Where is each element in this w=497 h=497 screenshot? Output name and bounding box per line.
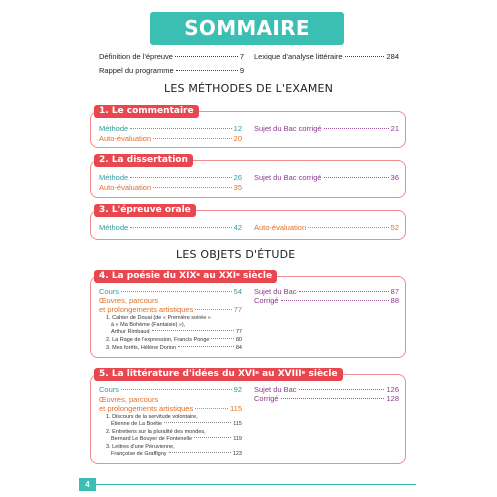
idees-item-2[interactable]: Bernard Le Bouyer de Fontenelle 119 xyxy=(111,436,242,442)
toc-dissertation-auto[interactable]: Auto-évaluation 35 xyxy=(99,183,242,192)
toc-idees-sujet[interactable]: Sujet du Bac 126 xyxy=(254,385,399,394)
page-number: 4 xyxy=(79,478,96,491)
toc-poesie-oeuvres[interactable]: et prolongements artistiques 77 xyxy=(99,305,242,314)
toc-poesie-oeuvres-line1[interactable]: Œuvres, parcours xyxy=(99,296,159,305)
poesie-item-1-line1: 1. Cahier de Douai (de « Première soirée » xyxy=(106,315,211,321)
section-heading-methodes: LES MÉTHODES DE L'EXAMEN xyxy=(164,82,334,95)
toc-definition[interactable]: Définition de l'épreuve 7 xyxy=(99,52,244,61)
idees-item-1[interactable]: Étienne de La Boétie 115 xyxy=(111,421,242,427)
toc-commentaire-methode[interactable]: Méthode 12 xyxy=(99,124,242,133)
poesie-item-1-line2: à « Ma Bohème (Fantaisie) »), xyxy=(111,322,186,328)
toc-rappel[interactable]: Rappel du programme 9 xyxy=(99,66,244,75)
card-title-orale: 3. L'épreuve orale xyxy=(94,204,196,217)
toc-lexique[interactable]: Lexique d'analyse littéraire 284 xyxy=(254,52,399,61)
card-title-dissertation: 2. La dissertation xyxy=(94,154,193,167)
idees-item-2-line1: 2. Entretiens sur la pluralité des mondes, xyxy=(106,429,206,435)
card-title-commentaire: 1. Le commentaire xyxy=(94,105,199,118)
idees-item-1-line1: 1. Discours de la servitude volontaire, xyxy=(106,414,198,420)
toc-idees-oeuvres-line1[interactable]: Œuvres, parcours xyxy=(99,395,159,404)
toc-poesie-cours[interactable]: Cours 54 xyxy=(99,287,242,296)
poesie-item-3[interactable]: 3. Mes forêts, Hélène Dorion 84 xyxy=(106,345,242,351)
toc-idees-cours[interactable]: Cours 92 xyxy=(99,385,242,394)
toc-dissertation-sujet[interactable]: Sujet du Bac corrigé 36 xyxy=(254,173,399,182)
toc-commentaire-auto[interactable]: Auto-évaluation 20 xyxy=(99,134,242,143)
toc-orale-methode[interactable]: Méthode 42 xyxy=(99,223,242,232)
title-banner xyxy=(150,12,344,45)
toc-poesie-sujet[interactable]: Sujet du Bac 87 xyxy=(254,287,399,296)
poesie-item-2[interactable]: 2. La Rage de l'expression, Francis Ponge 80 xyxy=(106,337,242,343)
card-title-poesie: 4. La poésie du XIXe au XXIe siècle xyxy=(94,270,277,283)
toc-orale-auto[interactable]: Auto-évaluation 52 xyxy=(254,223,399,232)
toc-idees-oeuvres[interactable]: et prolongements artistiques 115 xyxy=(99,404,242,413)
toc-commentaire-sujet[interactable]: Sujet du Bac corrigé 21 xyxy=(254,124,399,133)
toc-poesie-corrige[interactable]: Corrigé 88 xyxy=(254,296,399,305)
section-heading-objets: LES OBJETS D'ÉTUDE xyxy=(176,248,296,261)
poesie-item-1[interactable]: Arthur Rimbaud 77 xyxy=(111,329,242,335)
toc-dissertation-methode[interactable]: Méthode 26 xyxy=(99,173,242,182)
toc-idees-corrige[interactable]: Corrigé 128 xyxy=(254,394,399,403)
footer-rule xyxy=(96,484,416,485)
idees-item-3-line1: 3. Lettres d'une Péruvienne, xyxy=(106,444,175,450)
card-title-idees: 5. La littérature d'idées du XVIe au XVIIIe siècle xyxy=(94,368,343,381)
page-title: SOMMAIRE xyxy=(184,16,310,40)
idees-item-3[interactable]: Françoise de Graffigny 123 xyxy=(111,451,242,457)
